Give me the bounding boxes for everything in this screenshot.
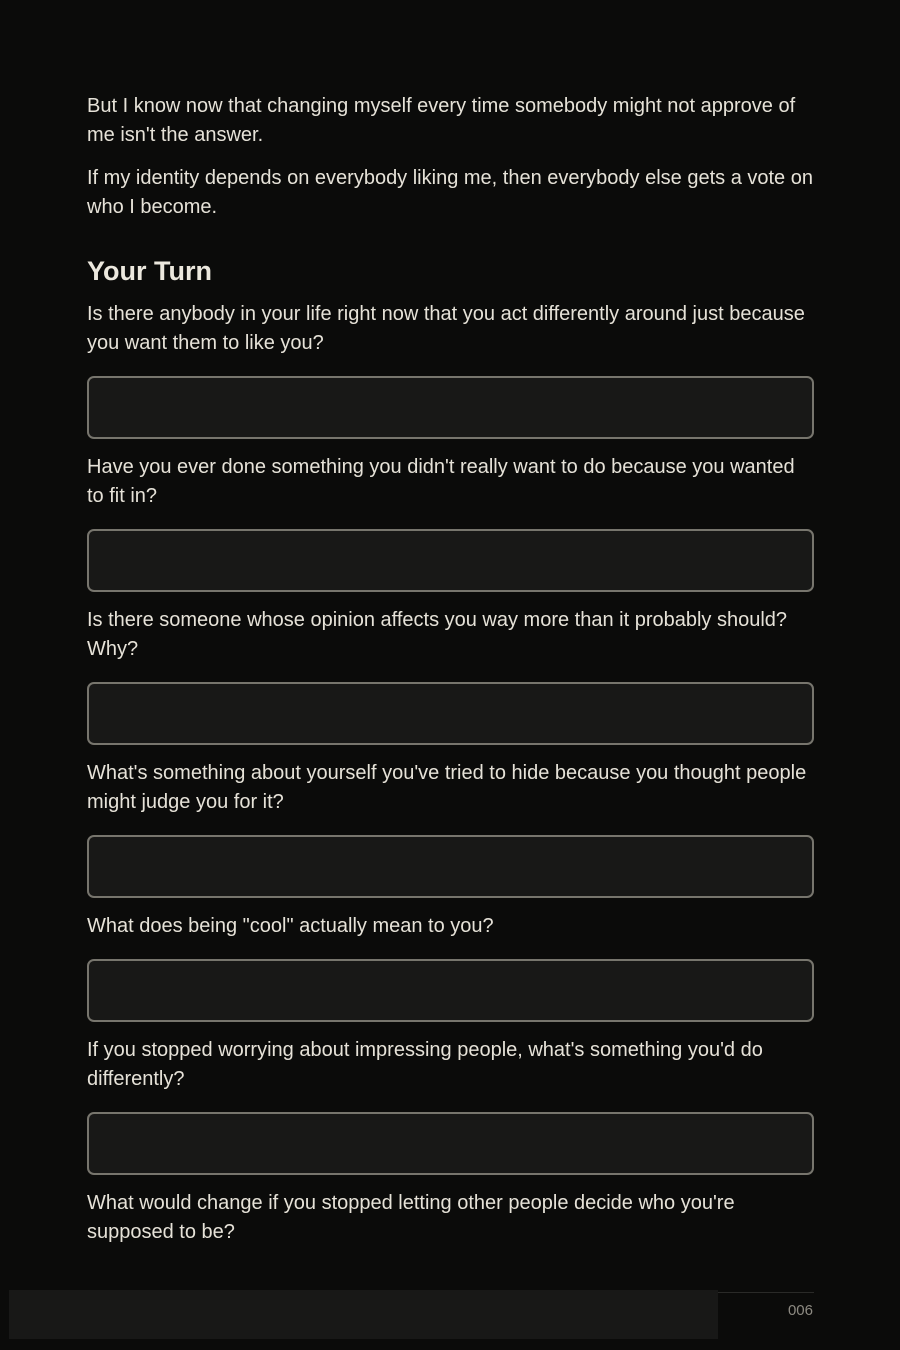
question-5: What does being "cool" actually mean to you? [87,915,494,937]
question-1: Is there anybody in your life right now that you act differently around just because you want them to like you? [87,303,805,354]
worksheet-content [87,92,814,1247]
answer-field-2[interactable] [87,529,814,592]
answer-field-3[interactable] [87,682,814,745]
answer-field-5[interactable] [87,959,814,1022]
question-2: Have you ever done something you didn't really want to do because you wanted to fit in? [87,456,795,507]
question-4: What's something about yourself you've tried to hide because you thought people might judge you for it? [87,762,807,813]
question-3: Is there someone whose opinion affects you way more than it probably should? Why? [87,609,788,660]
intro-paragraph: But I know now that changing myself every time somebody might not approve of me isn't the answer. [87,95,796,146]
page-number: 006 [787,1302,813,1319]
bottom-bar [9,1290,718,1339]
section-heading: Your Turn [87,256,212,286]
question-7: What would change if you stopped letting other people decide who you're supposed to be? [87,1192,735,1243]
answer-field-4[interactable] [87,835,814,898]
intro-paragraph: If my identity depends on everybody liking me, then everybody else gets a vote on who I become. [87,167,813,218]
answer-field-1[interactable] [87,376,814,439]
footer-divider [718,1292,814,1293]
answer-field-6[interactable] [87,1112,814,1175]
question-6: If you stopped worrying about impressing people, what's something you'd do differently? [87,1039,763,1090]
